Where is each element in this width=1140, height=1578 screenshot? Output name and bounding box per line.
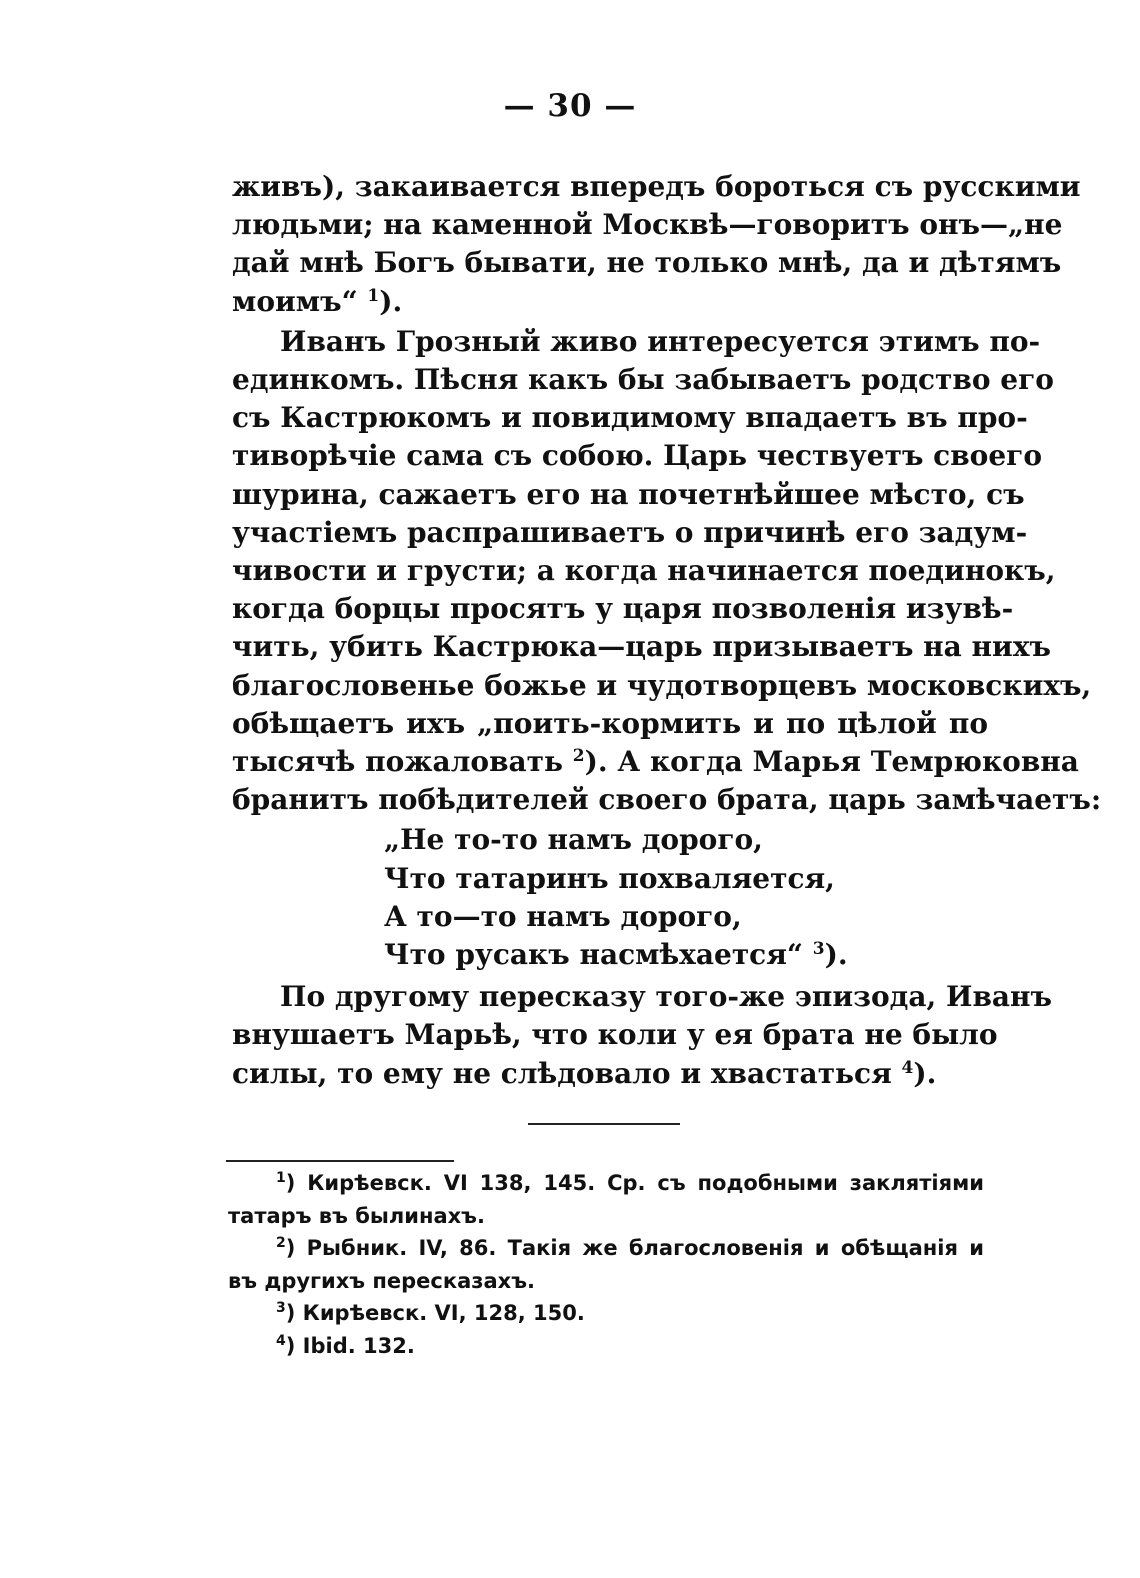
text-fragment: ). — [824, 938, 848, 972]
text-line: По другому пересказу того-же эпизода, Иванъ — [280, 980, 1053, 1014]
footnote-divider — [226, 1160, 454, 1162]
verse-line: Что татаринъ похваляется, — [384, 861, 835, 895]
paragraph-2 — [232, 323, 1102, 820]
text-line: благословенье божье и чудотворцевъ московскихъ, — [232, 668, 1092, 702]
text-line: живъ), закаивается впередъ бороться съ русскими — [232, 170, 1081, 203]
text-line: людьми; на каменной Москвѣ—говоритъ онъ—„не — [232, 208, 1063, 242]
text-line: единкомъ. Пѣсня какъ бы забываетъ родство его — [232, 363, 1054, 397]
text-line: чивости и грусти; а когда начинается поединокъ, — [232, 554, 1056, 588]
section-divider — [528, 1123, 680, 1125]
footnote-marker: 1 — [276, 1170, 286, 1186]
footnote-1 — [228, 1167, 984, 1232]
footnote-marker: 3 — [276, 1300, 286, 1316]
footnote-marker: 2 — [276, 1235, 286, 1251]
text-fragment: ). А когда Марья Темрюковна — [584, 745, 1079, 779]
text-fragment: ) Ibid. 132. — [285, 1333, 415, 1358]
text-line: бранитъ побѣдителей своего брата, царь замѣчаетъ: — [232, 783, 1102, 817]
footnote-line — [228, 1330, 984, 1363]
text-line — [232, 743, 1079, 781]
footnote-line — [228, 1297, 984, 1330]
verse-line — [232, 936, 988, 974]
text-fragment: Что русакъ насмѣхается“ — [384, 938, 804, 972]
text-fragment: ). — [379, 284, 403, 318]
verse-line: „Не то-то намъ дорого, — [384, 823, 763, 857]
text-fragment: силы, то ему не слѣдовало и хвастаться — [232, 1056, 892, 1090]
verse-line: А то—то намъ дорого, — [384, 899, 742, 933]
footnotes — [228, 1167, 984, 1362]
text-fragment: ). — [913, 1056, 937, 1090]
footnote-4 — [228, 1330, 984, 1363]
footnote-line: въ другихъ пересказахъ. — [228, 1268, 535, 1293]
text-fragment: ) Рыбник. IV, 86. Такія же благословенія и обѣщанія и — [285, 1236, 984, 1260]
paragraph-3 — [232, 978, 1053, 1093]
text-line: внушаетъ Марьѣ, что коли у ея брата не было — [232, 1018, 998, 1052]
text-line: чить, убить Кастрюка—царь призываетъ на нихъ — [232, 630, 1051, 664]
text-line: дай мнѣ Богъ бывати, не только мнѣ, да и дѣтямъ — [232, 246, 1062, 280]
footnote-ref-3: 3 — [812, 939, 825, 960]
footnote-ref-1: 1 — [367, 285, 380, 306]
text-line: когда борцы просятъ у царя позволенія изувѣ- — [232, 592, 1014, 626]
footnote-line: татаръ въ былинахъ. — [228, 1203, 485, 1228]
text-fragment: моимъ“ — [232, 284, 358, 318]
footnote-ref-2: 2 — [572, 746, 585, 767]
paragraph-1 — [232, 168, 1081, 321]
footnote-ref-4: 4 — [901, 1057, 914, 1078]
main-text — [232, 168, 1102, 1093]
footnote-line — [228, 1232, 984, 1265]
text-line — [232, 1055, 988, 1093]
page-number: — 30 — — [503, 88, 637, 124]
text-line: шурина, сажаетъ его на почетнѣйшее мѣсто, съ — [232, 477, 1025, 511]
text-line: тиворѣчіе сама съ собою. Царь чествуетъ своего — [232, 439, 1043, 473]
verse-quote — [232, 821, 988, 974]
footnote-2 — [228, 1232, 984, 1297]
text-line — [232, 283, 988, 321]
footnote-line — [228, 1167, 984, 1200]
footnote-marker: 4 — [276, 1332, 286, 1349]
footnote-3 — [228, 1297, 984, 1330]
text-line: съ Кастрюкомъ и повидимому впадаетъ въ про- — [232, 401, 1028, 435]
text-fragment: тысячѣ пожаловать — [232, 745, 564, 779]
text-fragment: ) Кирѣевск. VI 138, 145. Ср. съ подобными заклятіями — [285, 1171, 984, 1195]
text-fragment: ) Кирѣевск. VI, 128, 150. — [285, 1301, 585, 1325]
text-line: участіемъ распрашиваетъ о причинѣ его задум- — [232, 515, 1028, 549]
text-line: Иванъ Грозный живо интересуется этимъ по- — [280, 324, 1041, 358]
text-line: обѣщаетъ ихъ „поить-кормить и по цѣлой по — [232, 706, 988, 740]
